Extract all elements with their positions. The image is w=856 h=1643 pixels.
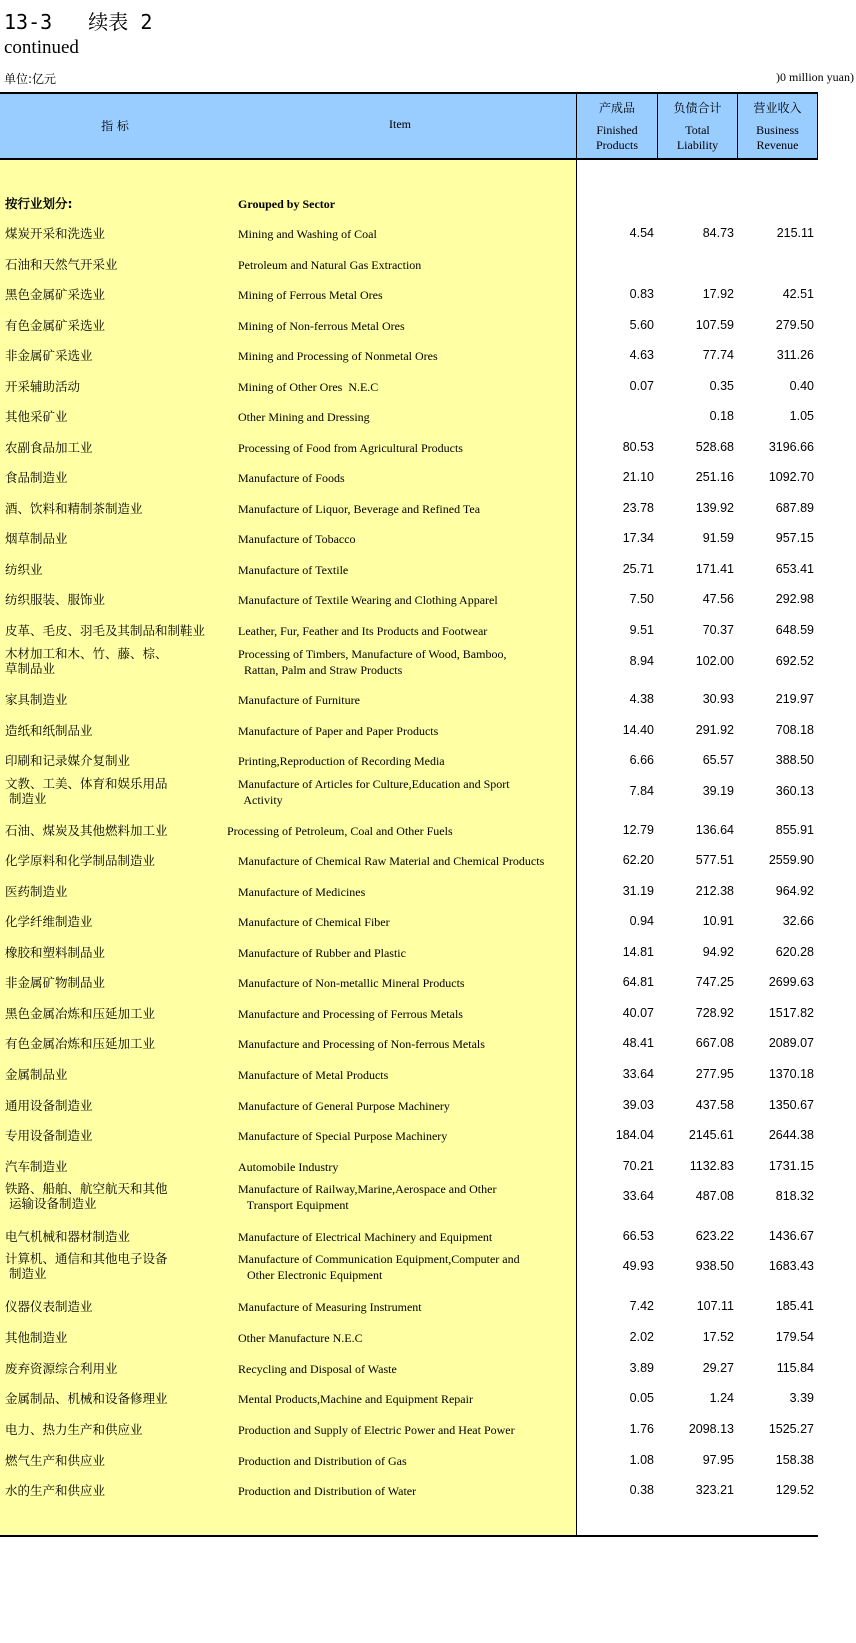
business-revenue-value: 219.97 xyxy=(775,692,814,706)
business-revenue-value: 32.66 xyxy=(782,914,814,928)
row-label-en: Manufacture of Chemical Fiber xyxy=(238,915,390,929)
row-label-en: Manufacture of Tobacco xyxy=(238,532,356,546)
row-label-cn: 计算机、通信和其他电子设备 制造业 xyxy=(5,1251,168,1281)
business-revenue-value: 2089.07 xyxy=(768,1036,814,1050)
business-revenue-value: 1683.43 xyxy=(768,1259,814,1273)
business-revenue-value: 1525.27 xyxy=(768,1422,814,1436)
business-revenue-value: 311.26 xyxy=(776,348,814,362)
row-label-en: Production and Distribution of Gas xyxy=(238,1454,407,1468)
finished-products-value: 39.03 xyxy=(622,1098,654,1112)
continued-label: continued xyxy=(4,37,79,58)
row-label-cn: 文教、工美、体育和娱乐用品 制造业 xyxy=(5,776,168,806)
bottom-rule xyxy=(0,1535,818,1537)
total-liability-value: 17.92 xyxy=(702,287,734,301)
column-divider xyxy=(576,94,577,1535)
total-liability-value: 528.68 xyxy=(695,440,734,454)
row-label-en: Manufacture of Paper and Paper Products xyxy=(238,724,439,738)
finished-products-value: 62.20 xyxy=(622,853,654,867)
row-label-en: Manufacture of Special Purpose Machinery xyxy=(238,1129,448,1143)
finished-products-value: 33.64 xyxy=(622,1189,654,1203)
finished-products-value: 7.84 xyxy=(629,784,654,798)
header-business-revenue-cn: 营业收入 xyxy=(753,101,802,115)
row-label-cn: 废弃资源综合利用业 xyxy=(5,1361,118,1376)
business-revenue-value: 1370.18 xyxy=(768,1067,814,1081)
total-liability-value: 17.52 xyxy=(702,1330,734,1344)
row-label-cn: 其他采矿业 xyxy=(5,409,68,424)
finished-products-value: 0.94 xyxy=(629,914,654,928)
business-revenue-value: 388.50 xyxy=(775,753,814,767)
row-label-cn: 家具制造业 xyxy=(5,692,68,707)
row-label-cn: 有色金属矿采选业 xyxy=(5,318,106,333)
row-label-en: Processing of Timbers, Manufacture of Wood, Bamboo, Rattan, Palm and Straw Products xyxy=(238,647,507,677)
total-liability-value: 1.24 xyxy=(709,1391,734,1405)
total-liability-value: 728.92 xyxy=(695,1006,734,1020)
total-liability-value: 102.00 xyxy=(695,654,734,668)
row-label-en: Manufacture of Articles for Culture,Education and Sport Activity xyxy=(238,777,510,807)
business-revenue-value: 1092.70 xyxy=(768,470,814,484)
total-liability-value: 212.38 xyxy=(695,884,734,898)
finished-products-value: 0.05 xyxy=(629,1391,654,1405)
header-finished-products-en: Finished Products xyxy=(596,123,638,152)
row-label-en: Manufacture of Medicines xyxy=(238,885,366,899)
row-label-cn: 农副食品加工业 xyxy=(5,440,93,455)
finished-products-value: 14.81 xyxy=(622,945,654,959)
business-revenue-value: 957.15 xyxy=(775,531,814,545)
total-liability-value: 65.57 xyxy=(702,753,734,767)
finished-products-value: 66.53 xyxy=(622,1229,654,1243)
total-liability-value: 136.64 xyxy=(695,823,734,837)
business-revenue-value: 279.50 xyxy=(775,318,814,332)
row-label-cn: 通用设备制造业 xyxy=(5,1098,93,1113)
row-label-en: Manufacture and Processing of Non-ferrous Metals xyxy=(238,1037,485,1051)
business-revenue-value: 179.54 xyxy=(775,1330,814,1344)
total-liability-value: 171.41 xyxy=(695,562,734,576)
row-label-cn: 化学纤维制造业 xyxy=(5,914,93,929)
row-label-en: Production and Distribution of Water xyxy=(238,1484,417,1498)
business-revenue-value: 360.13 xyxy=(775,784,814,798)
business-revenue-value: 620.28 xyxy=(775,945,814,959)
finished-products-value: 17.34 xyxy=(622,531,654,545)
business-revenue-value: 2699.63 xyxy=(768,975,814,989)
row-label-cn: 纺织服装、服饰业 xyxy=(5,592,106,607)
row-label-en: Other Manufacture N.E.C xyxy=(238,1331,363,1345)
business-revenue-value: 818.32 xyxy=(775,1189,814,1203)
total-liability-value: 437.58 xyxy=(695,1098,734,1112)
row-label-cn: 非金属矿物制品业 xyxy=(5,975,106,990)
business-revenue-value: 687.89 xyxy=(775,501,814,515)
total-liability-value: 667.08 xyxy=(695,1036,734,1050)
row-label-en: Manufacture of Furniture xyxy=(238,693,360,707)
row-label-cn: 按行业划分: xyxy=(5,196,73,211)
finished-products-value: 21.10 xyxy=(622,470,654,484)
finished-products-value: 0.83 xyxy=(629,287,654,301)
row-label-cn: 金属制品业 xyxy=(5,1067,68,1082)
row-label-en: Manufacture of Communication Equipment,Computer and Other Electronic Equipment xyxy=(238,1252,520,1282)
total-liability-value: 0.35 xyxy=(709,379,734,393)
row-label-cn: 橡胶和塑料制品业 xyxy=(5,945,106,960)
business-revenue-value: 1350.67 xyxy=(768,1098,814,1112)
row-label-en: Manufacture of Measuring Instrument xyxy=(238,1300,422,1314)
row-label-cn: 造纸和纸制品业 xyxy=(5,723,93,738)
finished-products-value: 49.93 xyxy=(622,1259,654,1273)
row-label-cn: 金属制品、机械和设备修理业 xyxy=(5,1391,168,1406)
total-liability-value: 0.18 xyxy=(709,409,734,423)
finished-products-value: 184.04 xyxy=(615,1128,654,1142)
business-revenue-value: 653.41 xyxy=(775,562,814,576)
finished-products-value: 6.66 xyxy=(629,753,654,767)
finished-products-value: 4.54 xyxy=(629,226,654,240)
total-liability-value: 39.19 xyxy=(702,784,734,798)
finished-products-value: 3.89 xyxy=(629,1361,654,1375)
row-label-en: Manufacture of Textile xyxy=(238,563,349,577)
total-liability-value: 291.92 xyxy=(695,723,734,737)
business-revenue-value: 115.84 xyxy=(776,1361,814,1375)
row-label-cn: 开采辅助活动 xyxy=(5,379,81,394)
row-label-en: Processing of Food from Agricultural Products xyxy=(238,441,463,455)
business-revenue-value: 3196.66 xyxy=(768,440,814,454)
row-label-cn: 食品制造业 xyxy=(5,470,68,485)
top-rule xyxy=(0,92,818,94)
business-revenue-value: 158.38 xyxy=(775,1453,814,1467)
unit-label-cn: 单位:亿元 xyxy=(4,72,57,86)
finished-products-value: 64.81 xyxy=(622,975,654,989)
business-revenue-value: 292.98 xyxy=(775,592,814,606)
finished-products-value: 4.38 xyxy=(629,692,654,706)
finished-products-value: 1.08 xyxy=(629,1453,654,1467)
total-liability-value: 30.93 xyxy=(702,692,734,706)
row-label-cn: 石油和天然气开采业 xyxy=(5,257,118,272)
header-total-liability-en: Total Liability xyxy=(676,123,719,152)
row-label-cn: 印刷和记录媒介复制业 xyxy=(5,753,131,768)
row-label-en: Manufacture of Textile Wearing and Clothing Apparel xyxy=(238,593,498,607)
total-liability-value: 623.22 xyxy=(695,1229,734,1243)
business-revenue-value: 2559.90 xyxy=(768,853,814,867)
business-revenue-value: 855.91 xyxy=(775,823,814,837)
row-label-en: Processing of Petroleum, Coal and Other Fuels xyxy=(227,824,453,838)
business-revenue-value: 2644.38 xyxy=(768,1128,814,1142)
finished-products-value: 48.41 xyxy=(622,1036,654,1050)
business-revenue-value: 1517.82 xyxy=(768,1006,814,1020)
row-label-cn: 汽车制造业 xyxy=(5,1159,68,1174)
row-label-en: Manufacture of Chemical Raw Material and Chemical Products xyxy=(238,854,545,868)
finished-products-value: 7.50 xyxy=(629,592,654,606)
row-label-cn: 皮革、毛皮、羽毛及其制品和制鞋业 xyxy=(5,623,206,638)
row-label-en: Other Mining and Dressing xyxy=(238,410,370,424)
finished-products-value: 0.07 xyxy=(629,379,654,393)
total-liability-value: 47.56 xyxy=(702,592,734,606)
business-revenue-value: 215.11 xyxy=(776,226,814,240)
row-label-en: Manufacture of Railway,Marine,Aerospace and Other Transport Equipment xyxy=(238,1182,497,1212)
finished-products-value: 40.07 xyxy=(622,1006,654,1020)
row-label-cn: 煤炭开采和洗选业 xyxy=(5,226,106,241)
total-liability-value: 29.27 xyxy=(702,1361,734,1375)
row-label-cn: 医药制造业 xyxy=(5,884,68,899)
row-label-en: Mining of Other Ores N.E.C xyxy=(238,380,379,394)
finished-products-value: 9.51 xyxy=(629,623,654,637)
row-label-en: Production and Supply of Electric Power and Heat Power xyxy=(238,1423,515,1437)
row-label-cn: 黑色金属矿采选业 xyxy=(5,287,106,302)
total-liability-value: 91.59 xyxy=(702,531,734,545)
total-liability-value: 10.91 xyxy=(702,914,734,928)
row-label-cn: 电气机械和器材制造业 xyxy=(5,1229,131,1244)
row-label-en: Manufacture of Foods xyxy=(238,471,345,485)
row-label-en: Manufacture of Metal Products xyxy=(238,1068,389,1082)
column-divider xyxy=(817,94,818,158)
total-liability-value: 323.21 xyxy=(695,1483,734,1497)
business-revenue-value: 42.51 xyxy=(782,287,814,301)
row-label-en: Grouped by Sector xyxy=(238,197,336,211)
row-label-cn: 黑色金属冶炼和压延加工业 xyxy=(5,1006,156,1021)
table-number-title: 13-3 续表 2 xyxy=(4,10,153,34)
business-revenue-value: 648.59 xyxy=(775,623,814,637)
row-label-cn: 燃气生产和供应业 xyxy=(5,1453,106,1468)
business-revenue-value: 1436.67 xyxy=(768,1229,814,1243)
total-liability-value: 577.51 xyxy=(695,853,734,867)
total-liability-value: 487.08 xyxy=(695,1189,734,1203)
finished-products-value: 12.79 xyxy=(622,823,654,837)
finished-products-value: 70.21 xyxy=(622,1159,654,1173)
business-revenue-value: 129.52 xyxy=(775,1483,814,1497)
header-finished-products-cn: 产成品 xyxy=(598,101,635,115)
finished-products-value: 31.19 xyxy=(622,884,654,898)
header-indicator-cn: 指 标 xyxy=(101,119,129,133)
row-label-cn: 其他制造业 xyxy=(5,1330,68,1345)
total-liability-value: 70.37 xyxy=(702,623,734,637)
finished-products-value: 0.38 xyxy=(629,1483,654,1497)
total-liability-value: 251.16 xyxy=(695,470,734,484)
row-label-cn: 仪器仪表制造业 xyxy=(5,1299,93,1314)
row-label-cn: 酒、饮料和精制茶制造业 xyxy=(5,501,143,516)
header-business-revenue-en: Business Revenue xyxy=(756,123,799,152)
finished-products-value: 80.53 xyxy=(622,440,654,454)
row-label-en: Mining of Non-ferrous Metal Ores xyxy=(238,319,405,333)
row-label-cn: 石油、煤炭及其他燃料加工业 xyxy=(5,823,168,838)
total-liability-value: 747.25 xyxy=(695,975,734,989)
item-column-background xyxy=(0,160,576,1535)
row-label-en: Recycling and Disposal of Waste xyxy=(238,1362,397,1376)
row-label-cn: 铁路、船舶、航空航天和其他 运输设备制造业 xyxy=(5,1181,168,1211)
row-label-cn: 化学原料和化学制品制造业 xyxy=(5,853,156,868)
header-rule xyxy=(0,158,818,160)
total-liability-value: 938.50 xyxy=(695,1259,734,1273)
finished-products-value: 7.42 xyxy=(629,1299,654,1313)
row-label-en: Leather, Fur, Feather and Its Products and Footwear xyxy=(238,624,488,638)
row-label-en: Mining and Processing of Nonmetal Ores xyxy=(238,349,438,363)
row-label-en: Manufacture of Electrical Machinery and Equipment xyxy=(238,1230,493,1244)
business-revenue-value: 692.52 xyxy=(775,654,814,668)
total-liability-value: 94.92 xyxy=(702,945,734,959)
row-label-cn: 水的生产和供应业 xyxy=(5,1483,106,1498)
row-label-en: Manufacture and Processing of Ferrous Metals xyxy=(238,1007,463,1021)
total-liability-value: 107.11 xyxy=(696,1299,734,1313)
total-liability-value: 2145.61 xyxy=(688,1128,734,1142)
unit-label-en: )0 million yuan) xyxy=(776,70,854,84)
finished-products-value: 8.94 xyxy=(629,654,654,668)
total-liability-value: 277.95 xyxy=(695,1067,734,1081)
row-label-en: Mining of Ferrous Metal Ores xyxy=(238,288,383,302)
row-label-en: Manufacture of Rubber and Plastic xyxy=(238,946,406,960)
finished-products-value: 2.02 xyxy=(629,1330,654,1344)
row-label-en: Mental Products,Machine and Equipment Repair xyxy=(238,1392,473,1406)
row-label-en: Mining and Washing of Coal xyxy=(238,227,377,241)
row-label-cn: 非金属矿采选业 xyxy=(5,348,93,363)
total-liability-value: 107.59 xyxy=(695,318,734,332)
finished-products-value: 5.60 xyxy=(629,318,654,332)
row-label-cn: 纺织业 xyxy=(5,562,43,577)
finished-products-value: 33.64 xyxy=(622,1067,654,1081)
finished-products-value: 4.63 xyxy=(629,348,654,362)
business-revenue-value: 3.39 xyxy=(789,1391,814,1405)
business-revenue-value: 1.05 xyxy=(789,409,814,423)
header-item-en: Item xyxy=(389,117,411,131)
total-liability-value: 1132.83 xyxy=(689,1159,734,1173)
row-label-cn: 专用设备制造业 xyxy=(5,1128,93,1143)
row-label-cn: 木材加工和木、竹、藤、棕、 草制品业 xyxy=(5,646,168,676)
finished-products-value: 25.71 xyxy=(622,562,654,576)
business-revenue-value: 185.41 xyxy=(775,1299,814,1313)
business-revenue-value: 1731.15 xyxy=(768,1159,814,1173)
finished-products-value: 14.40 xyxy=(622,723,654,737)
total-liability-value: 77.74 xyxy=(702,348,734,362)
row-label-cn: 电力、热力生产和供应业 xyxy=(5,1422,143,1437)
header-total-liability-cn: 负债合计 xyxy=(673,101,722,115)
total-liability-value: 84.73 xyxy=(702,226,734,240)
business-revenue-value: 0.40 xyxy=(789,379,814,393)
finished-products-value: 23.78 xyxy=(622,501,654,515)
row-label-en: Manufacture of General Purpose Machinery xyxy=(238,1099,450,1113)
row-label-cn: 有色金属冶炼和压延加工业 xyxy=(5,1036,156,1051)
total-liability-value: 139.92 xyxy=(695,501,734,515)
total-liability-value: 97.95 xyxy=(702,1453,734,1467)
business-revenue-value: 708.18 xyxy=(775,723,814,737)
row-label-en: Automobile Industry xyxy=(238,1160,339,1174)
total-liability-value: 2098.13 xyxy=(688,1422,734,1436)
row-label-cn: 烟草制品业 xyxy=(5,531,68,546)
row-label-en: Manufacture of Non-metallic Mineral Products xyxy=(238,976,465,990)
finished-products-value: 1.76 xyxy=(629,1422,654,1436)
row-label-en: Manufacture of Liquor, Beverage and Refined Tea xyxy=(238,502,481,516)
business-revenue-value: 964.92 xyxy=(775,884,814,898)
row-label-en: Petroleum and Natural Gas Extraction xyxy=(238,258,422,272)
row-label-en: Printing,Reproduction of Recording Media xyxy=(238,754,445,768)
